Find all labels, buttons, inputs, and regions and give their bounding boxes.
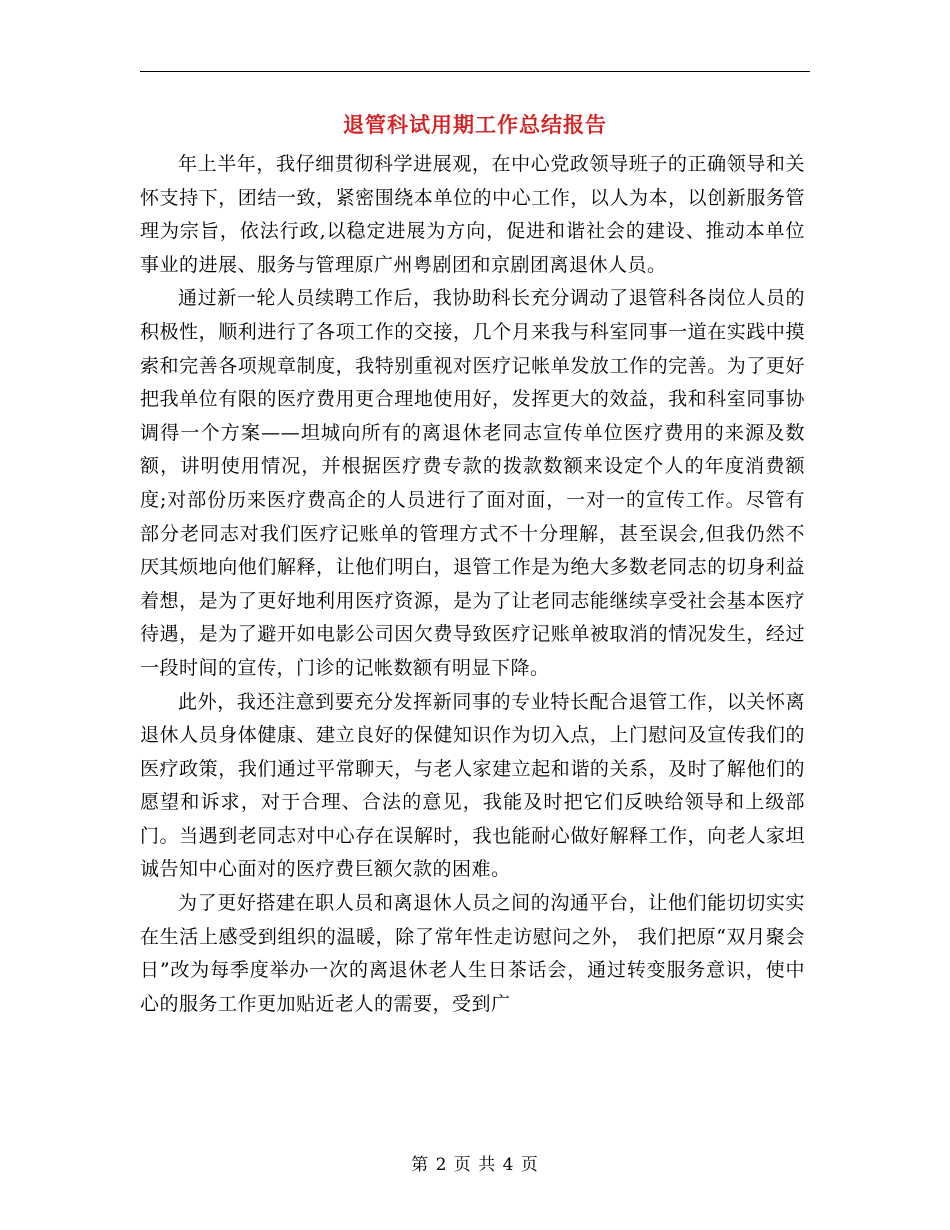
paragraph-1: 年上半年，我仔细贯彻科学进展观，在中心党政领导班子的正确领导和关怀支持下，团结一致，紧密围绕本单位的中心工作，以人为本，以创新服务管理为宗旨，依法行政,以稳定进展为方向，促进和谐社会的建设、推动本单位事业的进展、服务与管理原广州粤剧团和京剧团离退休人员。 [140,153,805,276]
header-rule [140,71,810,72]
document-body [140,148,805,1021]
page-footer: 第 2 页 共 4 页 [411,1155,539,1175]
paragraph-3: 此外，我还注意到要充分发挥新同事的专业特长配合退管工作，以关怀离退休人员身体健康、建立良好的保健知识作为切入点，上门慰问及宣传我们的医疗政策，我们通过平常聊天，与老人家建立起和谐的关系，及时了解他们的愿望和诉求，对于合理、合法的意见，我能及时把它们反映给领导和上级部门。当遇到老同志对中心存在误解时，我也能耐心做好解释工作，向老人家坦诚告知中心面对的医疗费巨额欠款的困难。 [140,690,805,881]
document-title: 退管科试用期工作总结报告 [343,112,607,137]
paragraph-2: 通过新一轮人员续聘工作后，我协助科长充分调动了退管科各岗位人员的积极性，顺利进行了各项工作的交接，几个月来我与科室同事一道在实践中摸索和完善各项规章制度，我特别重视对医疗记帐单发放工作的完善。为了更好把我单位有限的医疗费用更合理地使用好，发挥更大的效益，我和科室同事协调得一个方案——坦城向所有的离退休老同志宣传单位医疗费用的来源及数额，讲明使用情况，并根据医疗费专款的拨款数额来设定个人的年度消费额度;对部份历来医疗费高企的人员进行了面对面，一对一的宣传工作。尽管有部分老同志对我们医疗记账单的管理方式不十分理解，甚至误会,但我仍然不厌其烦地向他们解释，让他们明白，退管工作是为绝大多数老同志的切身利益着想，是为了更好地利用医疗资源，是为了让老同志能继续享受社会基本医疗待遇，是为了避开如电影公司因欠费导致医疗记账单被取消的情况发生，经过一段时间的宣传，门诊的记帐数额有明显下降。 [140,287,805,679]
paragraph-4: 为了更好搭建在职人员和离退休人员之间的沟通平台，让他们能切切实实在生活上感受到组织的温暖，除了常年性走访慰问之外， 我们把原“双月聚会日”改为每季度举办一次的离退休老人生日茶话会，通过转变服务意识，使中心的服务工作更加贴近老人的需要，受到广 [140,892,805,1015]
